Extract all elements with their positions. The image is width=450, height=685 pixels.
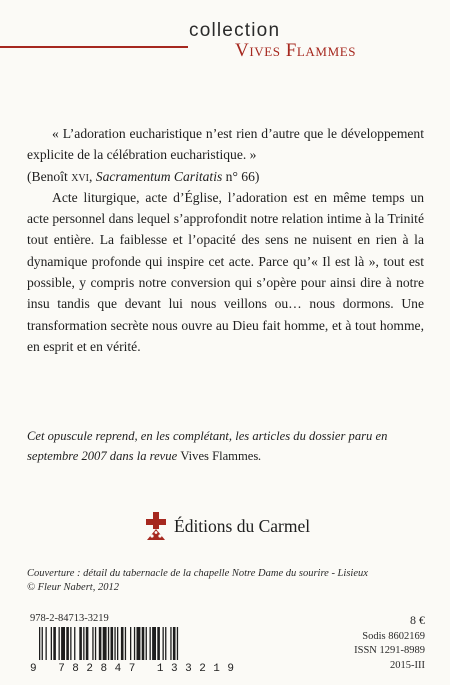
barcode-digits: 9 782847 133219: [30, 663, 234, 673]
barcode-bars: [39, 627, 178, 660]
publisher-name: Éditions du Carmel: [174, 515, 311, 536]
cover-credit: [27, 567, 427, 595]
body-paragraph: Acte liturgique, acte d’Église, l’adoration est en même temps un acte personnel dans lequel s’approfondit notre relation intime à la Trinité tout entière. La faiblesse et l’opacité des sens ne nuisent en rien à la dynamique profonde qui inspire cet acte. Parce qu’« Il est là », tout est possible, y compris notre conversion qui s’opère pour ainsi dire à notre insu tandis que devant lui nous veillons ou… nous dormons. Une transformation secrète nous ouvre au Dieu fait homme, et à tout homme, en esprit et en vérité.: [27, 189, 424, 354]
header-rule: [0, 46, 188, 48]
quote-source: (Benoît xvi, Sacramentum Caritatis n° 66): [27, 168, 260, 184]
book-info: [354, 613, 425, 673]
barcode: [27, 627, 237, 673]
price: 8 €: [410, 613, 425, 627]
editorial-note: Cet opuscule reprend, en les complétant, les articles du dossier paru en septembre 2007 dans la revue Vives Flammes.: [27, 429, 388, 463]
publisher-logo: [145, 510, 310, 542]
isbn-label: 978-2-84713-3219: [30, 613, 109, 624]
issn: ISSN 1291-8989: [354, 645, 425, 656]
series-title: Vives Flammes: [235, 40, 357, 61]
sodis-code: Sodis 8602169: [362, 630, 425, 642]
collection-label: collection: [189, 20, 281, 41]
journal-name: Vives Flammes: [180, 449, 259, 463]
quote: « L’adoration eucharistique n’est rien d’autre que le développement explicite de la célébration eucharistique. »: [27, 126, 424, 163]
cover-description: Couverture : détail du tabernacle de la chapelle Notre Dame du sourire - Lisieux: [27, 568, 368, 579]
back-cover-text: [27, 123, 424, 357]
source-work: Sacramentum Caritatis: [95, 168, 223, 184]
photo-credit: © Fleur Nabert, 2012: [27, 582, 119, 593]
pope-numeral: xvi: [71, 168, 89, 184]
carmel-cross-icon: [145, 511, 167, 541]
edition-code: 2015-III: [390, 659, 425, 671]
